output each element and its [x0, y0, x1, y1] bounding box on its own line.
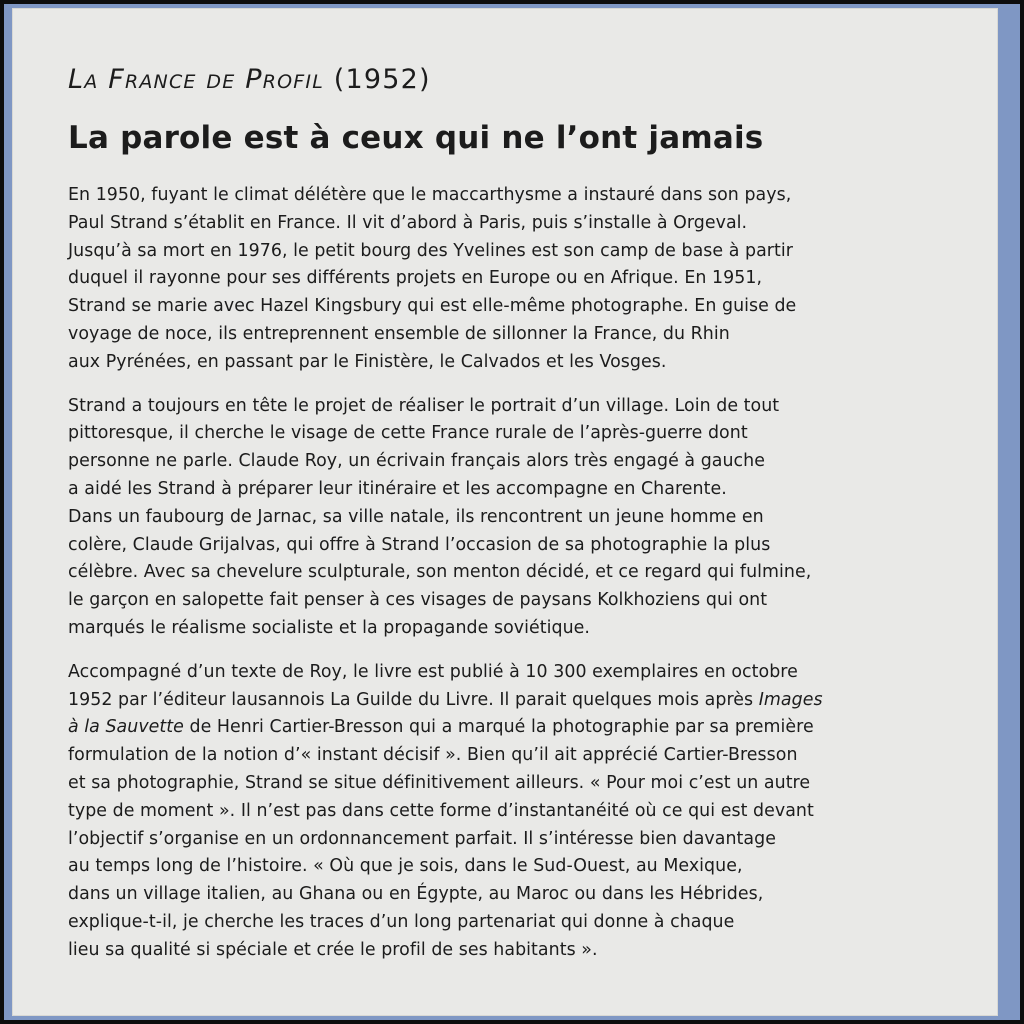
- text-line: Paul Strand s’établit en France. Il vit d’abord à Paris, puis s’installe à Orgeval.: [68, 212, 748, 233]
- text-line: Strand a toujours en tête le projet de réaliser le portrait d’un village. Loin de tout: [68, 395, 780, 416]
- text-line: marqués le réalisme socialiste et la propagande soviétique.: [68, 617, 590, 638]
- text-line: Accompagné d’un texte de Roy, le livre est publié à 10 300 exemplaires en octobre: [68, 661, 798, 682]
- text-line: l’objectif s’organise en un ordonnancement parfait. Il s’intéresse bien davantage: [68, 828, 776, 849]
- paragraph-3: [68, 659, 968, 965]
- book-title-part-1: Images: [758, 689, 823, 710]
- text-line: [68, 687, 968, 715]
- section-kicker: [68, 60, 968, 100]
- page-title: La parole est à ceux qui ne l’ont jamais: [68, 120, 764, 156]
- text-line: duquel il rayonne pour ses différents projets en Europe ou en Afrique. En 1951,: [68, 268, 763, 289]
- kicker-title: La France de Profil: [68, 64, 324, 95]
- text-run: 1952 par l’éditeur lausannois La Guilde du Livre. Il parait quelques mois après: [68, 689, 759, 710]
- text-line: dans un village italien, au Ghana ou en Égypte, au Maroc ou dans les Hébrides,: [68, 884, 764, 905]
- text-run: de Henri Cartier-Bresson qui a marqué la photographie par sa première: [183, 717, 814, 738]
- text-line: [68, 714, 968, 742]
- text-line: Strand se marie avec Hazel Kingsbury qui est elle-même photographe. En guise de: [68, 296, 797, 317]
- text-line: Dans un faubourg de Jarnac, sa ville natale, ils rencontrent un jeune homme en: [68, 506, 764, 527]
- text-line: lieu sa qualité si spéciale et crée le profil de ses habitants ».: [68, 939, 598, 960]
- paragraph-2: [68, 393, 968, 643]
- text-line: le garçon en salopette fait penser à ces visages de paysans Kolkhoziens qui ont: [68, 590, 768, 611]
- kicker-year: (1952): [333, 64, 431, 95]
- text-line: En 1950, fuyant le climat délétère que le maccarthysme a instauré dans son pays,: [68, 185, 792, 205]
- text-line: célèbre. Avec sa chevelure sculpturale, son menton décidé, et ce regard qui fulmine,: [68, 562, 812, 583]
- text-line: aux Pyrénées, en passant par le Finistère, le Calvados et les Vosges.: [68, 351, 667, 372]
- text-line: voyage de noce, ils entreprennent ensemble de sillonner la France, du Rhin: [68, 323, 730, 344]
- text-line: a aidé les Strand à préparer leur itinéraire et les accompagne en Charente.: [68, 478, 727, 499]
- text-line: Jusqu’à sa mort en 1976, le petit bourg des Yvelines est son camp de base à partir: [68, 240, 793, 261]
- text-line: et sa photographie, Strand se situe définitivement ailleurs. « Pour moi c’est un autre: [68, 772, 811, 793]
- label-content: [68, 60, 968, 981]
- book-title-part-2: à la Sauvette: [68, 717, 184, 738]
- text-line: au temps long de l’histoire. « Où que je sois, dans le Sud-Ouest, au Mexique,: [68, 856, 743, 877]
- text-line: type de moment ». Il n’est pas dans cette forme d’instantanéité où ce qui est devant: [68, 800, 814, 821]
- body-text: [68, 182, 968, 965]
- text-line: personne ne parle. Claude Roy, un écrivain français alors très engagé à gauche: [68, 451, 765, 472]
- exhibit-label-panel: [12, 8, 998, 1016]
- text-line: formulation de la notion d’« instant décisif ». Bien qu’il ait apprécié Cartier-Bresson: [68, 745, 798, 766]
- text-line: pittoresque, il cherche le visage de cette France rurale de l’après-guerre dont: [68, 423, 748, 444]
- text-line: explique-t-il, je cherche les traces d’un long partenariat qui donne à chaque: [68, 911, 735, 932]
- paragraph-1: [68, 182, 968, 377]
- text-line: colère, Claude Grijalvas, qui offre à Strand l’occasion de sa photographie la plus: [68, 534, 771, 555]
